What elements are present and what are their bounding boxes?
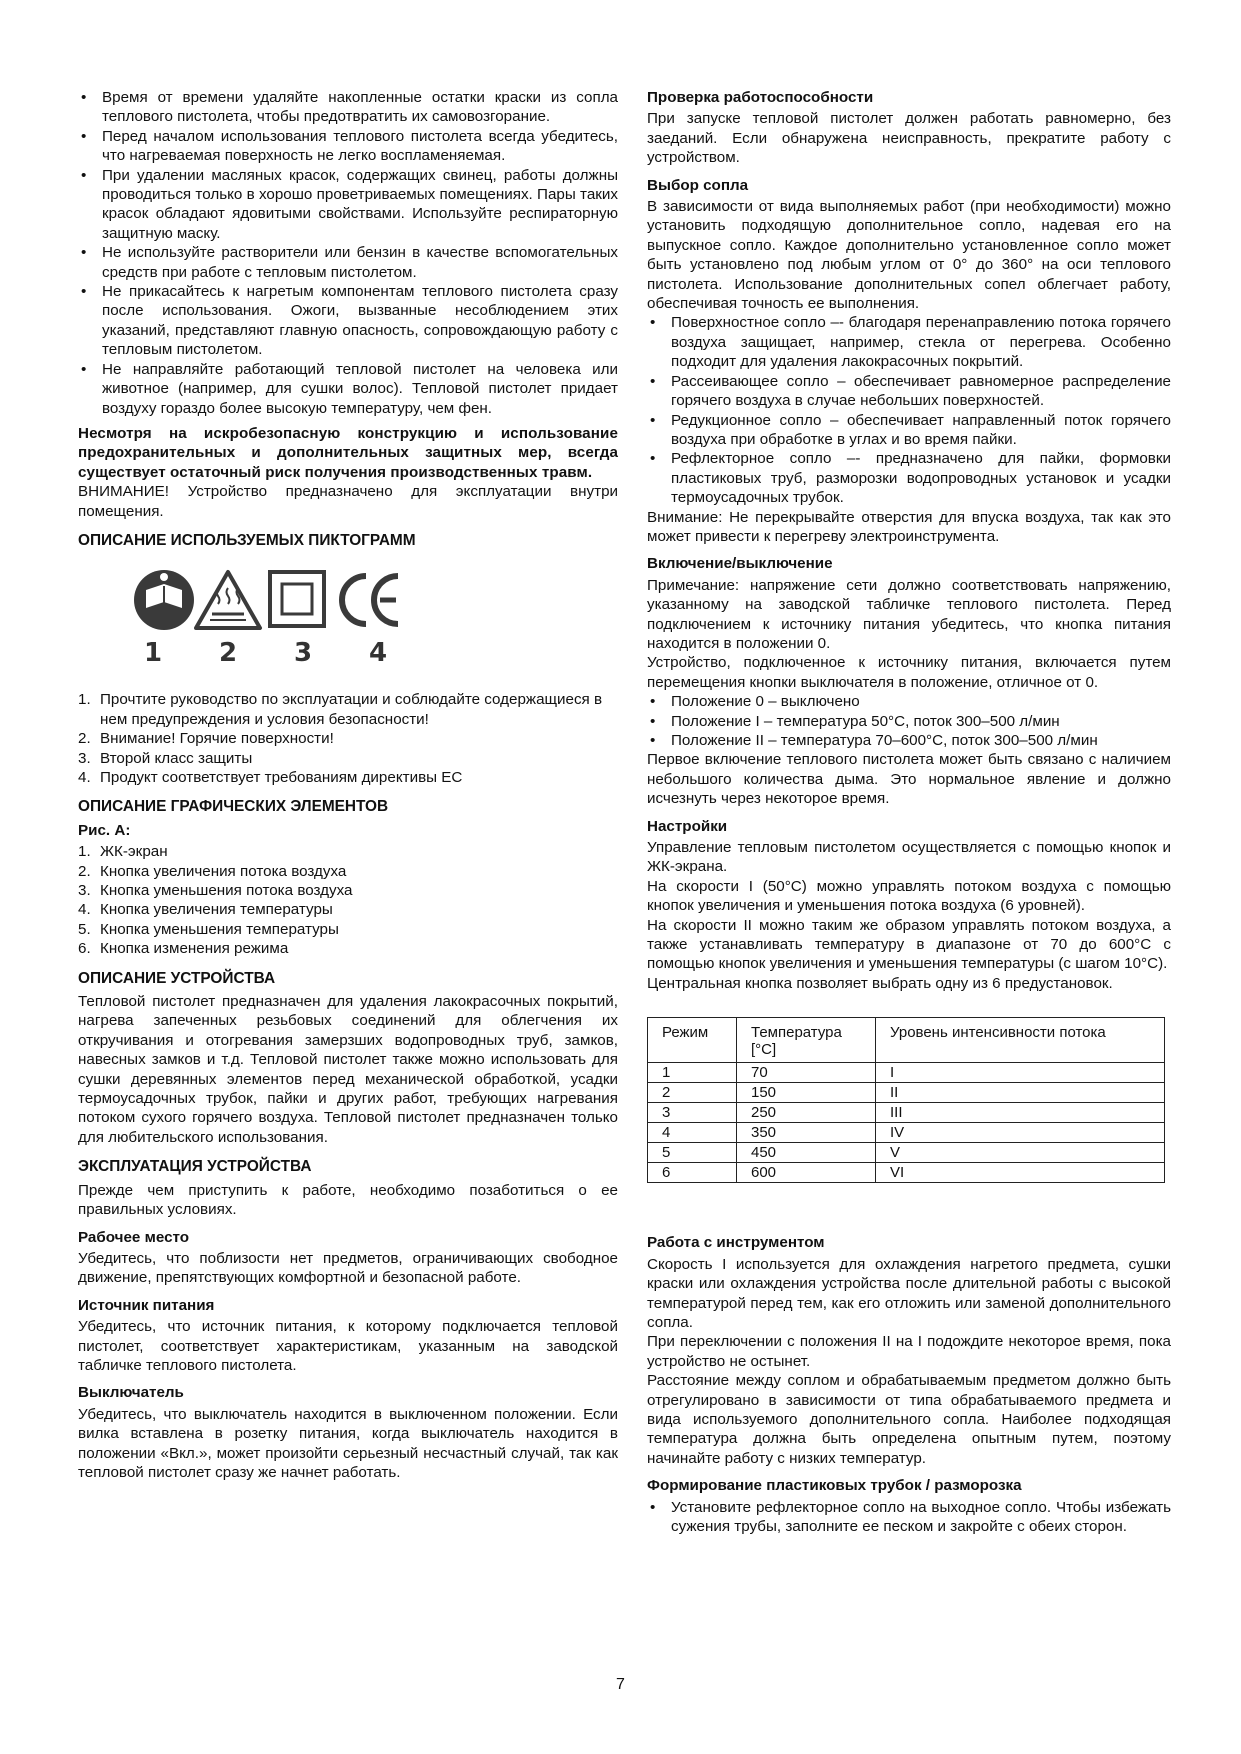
table-cell: 1 [648, 1063, 737, 1083]
list-item: • Положение II – температура 70–600°C, поток 300–500 л/мин [647, 731, 1171, 750]
workplace-heading: Рабочее место [78, 1228, 190, 1246]
class-two-icon [270, 572, 324, 626]
table-cell: VI [876, 1163, 1165, 1183]
list-item: • Положение I – температура 50°C, поток 300–500 л/мин [647, 712, 1171, 731]
list-item: • Поверхностное сопло –- благодаря перенаправлению потока горячего воздуха защищает, например, стекла от перегрева. Особенно подходит для удаления лакокрасочных покрытий. [647, 313, 1171, 371]
list-item: • При удалении масляных красок, содержащих свинец, работы должны проводиться только в хорошо проветриваемых помещениях. Пары таких красок обладают ядовитыми свойствами. Используйте респираторную защитную маску. [78, 166, 618, 244]
table-cell: 4 [648, 1123, 737, 1143]
list-item: 1. ЖК-экран [78, 843, 168, 861]
tool-text: При переключении с положения II на I подождите некоторое время, пока устройство не остынет. [647, 1333, 1171, 1370]
modes-table [647, 1017, 1165, 1183]
table-header-row [648, 1018, 1165, 1063]
settings-heading: Настройки [647, 817, 728, 835]
pictogram-row [130, 560, 430, 642]
nozzle-warning: Внимание: Не перекрывайте отверстия для впуска воздуха, так как это может привести к перегреву электроинструмента. [647, 508, 1171, 545]
pictogram-number: 2 [219, 638, 238, 669]
onoff-heading: Включение/выключение [647, 555, 833, 573]
workplace-text: Убедитесь, что поблизости нет предметов, ограничивающих свободное движение, препятствующих комфортной и безопасной работе. [78, 1249, 618, 1287]
list-item: 6. Кнопка изменения режима [78, 940, 289, 958]
pictogram-number: 3 [294, 638, 313, 669]
table-cell: II [876, 1083, 1165, 1103]
table-row [648, 1123, 1165, 1143]
list-item: 2. Внимание! Горячие поверхности! [78, 730, 334, 748]
check-heading: Проверка работоспособности [647, 89, 874, 106]
nozzle-bullets [647, 313, 1171, 507]
table-cell: 450 [737, 1143, 876, 1163]
table-cell: 2 [648, 1083, 737, 1103]
power-heading: Источник питания [78, 1296, 215, 1314]
settings-text: Центральная кнопка позволяет выбрать одну из 6 предустановок. [647, 974, 1113, 992]
check-text: При запуске тепловой пистолет должен работать равномерно, без заеданий. Если обнаружена неисправность, прекратите работу с устройством. [647, 110, 1171, 167]
page-number: 7 [616, 1676, 625, 1693]
list-item: • Не направляйте работающий тепловой пистолет на человека или животное (например, для сушки волос). Тепловой пистолет придает воздуху гораздо более высокую температуру, чем фен. [78, 360, 618, 418]
settings-text: На скорости I (50°C) можно управлять потоком воздуха с помощью кнопок увеличения и уменьшения потока воздуха (6 уровней). [647, 877, 1171, 915]
operation-heading: ЭКСПЛУАТАЦИЯ УСТРОЙСТВА [78, 1158, 312, 1176]
pictograms [130, 560, 430, 680]
table-cell: 600 [737, 1163, 876, 1183]
table-cell: 350 [737, 1123, 876, 1143]
table-header: Температура [°C] [737, 1018, 876, 1063]
pictograms-heading: ОПИСАНИЕ ИСПОЛЬЗУЕМЫХ ПИКТОГРАММ [78, 531, 416, 549]
list-item: 4. Продукт соответствует требованиям директивы ЕС [78, 768, 463, 786]
list-item: • Положение 0 – выключено [647, 692, 1171, 711]
table-row [648, 1083, 1165, 1103]
list-item: 3. Второй класс защиты [78, 749, 253, 767]
list-item: • Время от времени удаляйте накопленные остатки краски из сопла теплового пистолета, чтобы предотвратить их самовозгорание. [78, 88, 618, 127]
table-header: Уровень интенсивности потока [876, 1018, 1165, 1063]
table-cell: I [876, 1063, 1165, 1083]
read-manual-icon [134, 570, 194, 630]
table-row [648, 1163, 1165, 1183]
safety-bullets [78, 88, 618, 418]
right-column [647, 88, 1171, 1536]
list-item: • Редукционное сопло – обеспечивает направленный поток горячего воздуха при обработке в углах и во время пайки. [647, 411, 1171, 450]
list-item: 2. Кнопка увеличения потока воздуха [78, 862, 347, 880]
list-item: • Рассеивающее сопло – обеспечивает равномерное распределение горячего воздуха в случае небольших поверхностей. [647, 372, 1171, 411]
list-item: • Установите рефлекторное сопло на выходное сопло. Чтобы избежать сужения трубы, заполните ее песком и закройте с обеих сторон. [647, 1498, 1171, 1537]
table-cell: 250 [737, 1103, 876, 1123]
nozzle-text: В зависимости от вида выполняемых работ (при необходимости) можно установить подходящую дополнительное сопло, надевая его на выпускное сопло. Каждое дополнительно установленное сопло может быть установлено под любым углом от 0° до 360° на оси теплового пистолета. Использование дополнительных сопел облегчает работу, обеспечивая точность ее выполнения. [647, 198, 1171, 313]
switch-heading: Выключатель [78, 1384, 184, 1402]
table-cell: 150 [737, 1083, 876, 1103]
table-row [648, 1143, 1165, 1163]
table-cell: V [876, 1143, 1165, 1163]
switch-text: Убедитесь, что выключатель находится в выключенном положении. Если вилка вставлена в розетку питания, когда выключатель находится в положении «Вкл.», может произойти серьезный несчастный случай, так как тепловой пистолет сразу же начнет работать. [78, 1405, 618, 1481]
list-item: 1. Прочтите руководство по эксплуатации и соблюдайте содержащиеся в нем предупреждения и условия безопасности! [78, 691, 603, 728]
figure-list [78, 842, 618, 958]
onoff-note: Примечание: напряжение сети должно соответствовать напряжению, указанному на заводской табличке теплового пистолета. Перед подключением к источнику питания убедитесь, что кнопка питания находится в положении 0. [647, 576, 1171, 652]
indoor-notice: ВНИМАНИЕ! Устройство предназначено для эксплуатации внутри помещения. [78, 483, 618, 520]
hot-surface-icon [196, 572, 260, 628]
list-item: • Перед началом использования теплового пистолета всегда убедитесь, что нагреваемая поверхность не легко воспламеняемая. [78, 127, 618, 166]
table-cell: IV [876, 1123, 1165, 1143]
table-cell: 3 [648, 1103, 737, 1123]
table-cell: 6 [648, 1163, 737, 1183]
graphic-elements-heading: ОПИСАНИЕ ГРАФИЧЕСКИХ ЭЛЕМЕНТОВ [78, 798, 389, 816]
left-column [78, 88, 618, 1482]
forming-heading: Формирование пластиковых трубок / разморозка [647, 1477, 1022, 1495]
device-text: Тепловой пистолет предназначен для удаления лакокрасочных покрытий, нагрева запеченных резьбовых соединений для облегчения их откручивания и отогревания замерзших водопроводных труб, замков, навесных замков и т.д. Тепловой пистолет также можно использовать для сушки деревянных элементов перед механической обработкой, усадки термоусадочных трубок, пайки и других работ, требующих нагревания потоком сухого горячего воздуха. Тепловой пистолет предназначен только для любительского использования. [78, 993, 618, 1146]
pictogram-number: 1 [144, 638, 163, 669]
device-heading: ОПИСАНИЕ УСТРОЙСТВА [78, 969, 276, 987]
list-item: • Не используйте растворители или бензин в качестве вспомогательных средств при работе с тепловым пистолетом. [78, 243, 618, 282]
nozzle-heading: Выбор сопла [647, 176, 749, 194]
risk-warning: Несмотря на искробезопасную конструкцию и использование предохранительных и дополнительных защитных мер, всегда существует остаточный риск получения производственных травм. [78, 424, 618, 481]
list-item: 4. Кнопка увеличения температуры [78, 901, 333, 919]
power-text: Убедитесь, что источник питания, к которому подключается тепловой пистолет, соответствует характеристикам, указанным на заводской табличке теплового пистолета. [78, 1318, 618, 1374]
figure-label: Рис. А: [78, 821, 131, 839]
list-item: 5. Кнопка уменьшения температуры [78, 920, 339, 938]
table-cell: 70 [737, 1063, 876, 1083]
pictogram-numbers [130, 638, 430, 669]
table-row [648, 1103, 1165, 1123]
tool-heading: Работа с инструментом [647, 1234, 825, 1252]
list-item: • Рефлекторное сопло –- предназначено для пайки, формовки пластиковых труб, разморозки водопроводных установок и усадки термоусадочных трубок. [647, 449, 1171, 507]
onoff-text: Устройство, подключенное к источнику питания, включается путем перемещения кнопки выключателя в положение, отличное от 0. [647, 654, 1171, 691]
onoff-bullets [647, 692, 1171, 750]
tool-text: Расстояние между соплом и обрабатываемым предметом должно быть отрегулировано в зависимости от типа обрабатываемого предмета и вида используемого дополнительного сопла. Наиболее подходящая температура должна быть определена опытным путем, поэтому начинайте работу с низких температур. [647, 1372, 1171, 1467]
pictogram-list [78, 690, 618, 787]
forming-bullets [647, 1498, 1171, 1537]
pictogram-number: 4 [369, 638, 388, 669]
ce-mark-icon [342, 576, 398, 624]
table-cell: 5 [648, 1143, 737, 1163]
settings-text: На скорости II можно таким же образом управлять потоком воздуха, а также устанавливать температуру в диапазоне от 70 до 600°C с помощью кнопок увеличения и уменьшения температуры (с шагом 10°C). [647, 916, 1171, 973]
operation-text: Прежде чем приступить к работе, необходимо позаботиться о ее правильных условиях. [78, 1181, 618, 1219]
list-item: • Не прикасайтесь к нагретым компонентам теплового пистолета сразу после использования. Ожоги, вызванные несоблюдением этих указаний, представляют главную опасность, сопровождающую работу с тепловым пистолетом. [78, 282, 618, 360]
onoff-smoke: Первое включение теплового пистолета может быть связано с наличием небольшого количества дыма. Это нормальное явление и должно исчезнуть через некоторое время. [647, 751, 1171, 808]
tool-text: Скорость I используется для охлаждения нагретого предмета, сушки краски или охлаждения устройства после длительной работы с высокой температурой перед тем, как его отложить или заменой дополнительного сопла. [647, 1255, 1171, 1331]
table-row [648, 1063, 1165, 1083]
table-header: Режим [648, 1018, 737, 1063]
list-item: 3. Кнопка уменьшения потока воздуха [78, 882, 353, 899]
settings-text: Управление тепловым пистолетом осуществляется с помощью кнопок и ЖК-экрана. [647, 839, 1171, 876]
table-cell: III [876, 1103, 1165, 1123]
